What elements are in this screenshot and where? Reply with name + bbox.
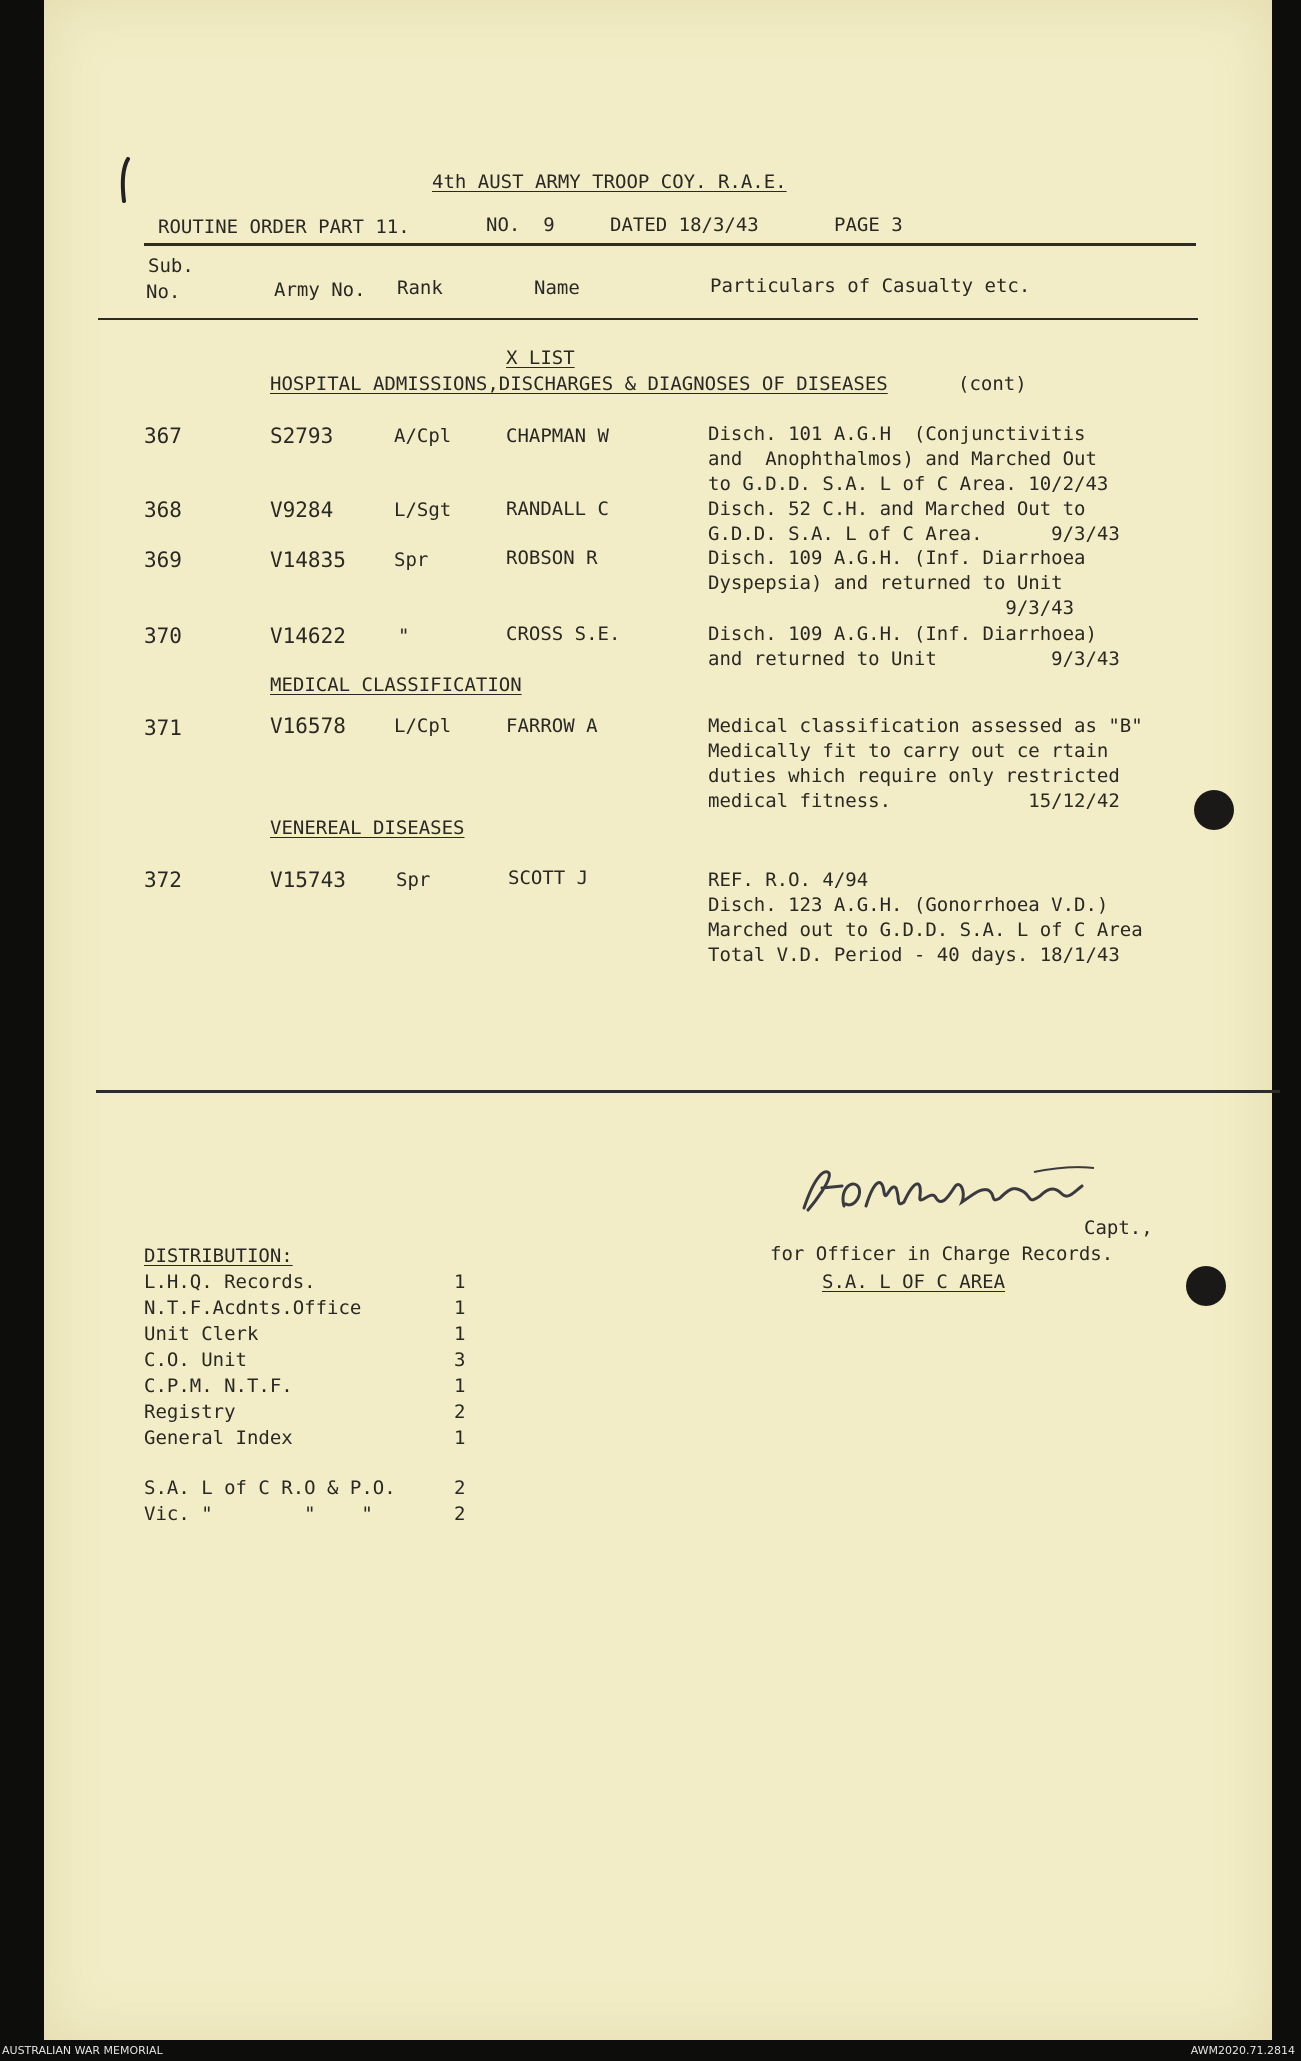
distribution-item: N.T.F.Acdnts.Office: [144, 1297, 362, 1319]
distribution-qty: 3: [454, 1349, 466, 1371]
distribution-qty: 2: [454, 1477, 466, 1499]
entry-sub-no: 368: [144, 498, 182, 522]
entry-sub-no: 371: [144, 716, 182, 740]
section-cont-label: (cont): [958, 373, 1027, 395]
entry-name: ROBSON R: [506, 547, 598, 569]
entry-sub-no: 370: [144, 624, 182, 648]
entry-army-no: V9284: [270, 498, 334, 522]
entry-army-no: V16578: [270, 714, 346, 738]
col-rank: Rank: [397, 277, 443, 299]
entry-particulars-line: Medically fit to carry out ce rtain: [708, 740, 1109, 762]
entry-rank: Spr: [396, 869, 431, 891]
order-date: DATED 18/3/43: [610, 214, 759, 236]
distribution-item: Registry: [144, 1401, 236, 1423]
section-end-rule: [96, 1090, 1280, 1093]
col-sub-top: Sub.: [148, 255, 194, 277]
entry-name: FARROW A: [506, 715, 598, 737]
distribution-item: Vic. " " ": [144, 1503, 373, 1525]
header-rule: [144, 243, 1196, 246]
entry-army-no: V14835: [270, 548, 346, 572]
footer-left-label: AUSTRALIAN WAR MEMORIAL: [2, 2044, 163, 2057]
entry-particulars-line: Disch. 52 C.H. and Marched Out to: [708, 498, 1086, 520]
distribution-item: L.H.Q. Records.: [144, 1271, 316, 1293]
entry-name: RANDALL C: [506, 498, 609, 520]
entry-army-no: V14622: [270, 624, 346, 648]
entry-particulars-line: duties which require only restricted: [708, 765, 1120, 787]
distribution-item: C.P.M. N.T.F.: [144, 1375, 293, 1397]
distribution-item: General Index: [144, 1427, 293, 1449]
signatory-for-line: for Officer in Charge Records.: [770, 1243, 1114, 1265]
section-medical-classification: MEDICAL CLASSIFICATION: [270, 674, 522, 696]
entry-rank: ": [398, 625, 410, 647]
entry-rank: A/Cpl: [394, 425, 452, 447]
distribution-qty: 1: [454, 1427, 466, 1449]
section-x-list-title: X LIST: [506, 347, 575, 369]
entry-rank: L/Sgt: [394, 499, 452, 521]
col-particulars: Particulars of Casualty etc.: [710, 275, 1031, 297]
distribution-qty: 1: [454, 1323, 466, 1345]
section-venereal-diseases: VENEREAL DISEASES: [270, 817, 465, 839]
punch-hole: [1194, 790, 1234, 830]
entry-sub-no: 367: [144, 424, 182, 448]
entry-particulars-line: Marched out to G.D.D. S.A. L of C Area: [708, 919, 1143, 941]
entry-particulars-line: Medical classification assessed as "B": [708, 715, 1143, 737]
entry-particulars-line: Total V.D. Period - 40 days. 18/1/43: [708, 944, 1120, 966]
entry-army-no: S2793: [270, 424, 334, 448]
distribution-qty: 2: [454, 1401, 466, 1423]
entry-particulars-line: to G.D.D. S.A. L of C Area. 10/2/43: [708, 473, 1109, 495]
entry-particulars-line: Disch. 109 A.G.H. (Inf. Diarrhoea): [708, 623, 1097, 645]
entry-particulars-line: Dyspepsia) and returned to Unit: [708, 572, 1063, 594]
distribution-item: Unit Clerk: [144, 1323, 259, 1345]
col-sub-bottom: No.: [146, 281, 181, 303]
entry-particulars-line: Disch. 123 A.G.H. (Gonorrhoea V.D.): [708, 894, 1109, 916]
entry-particulars-line: and Anophthalmos) and Marched Out: [708, 448, 1097, 470]
distribution-title: DISTRIBUTION:: [144, 1245, 293, 1267]
order-number: NO. 9: [486, 214, 555, 236]
entry-particulars-line: Disch. 109 A.G.H. (Inf. Diarrhoea: [708, 547, 1086, 569]
entry-name: SCOTT J: [508, 867, 589, 889]
distribution-qty: 1: [454, 1271, 466, 1293]
punch-hole: [1186, 1266, 1226, 1306]
entry-particulars-line: REF. R.O. 4/94: [708, 869, 869, 891]
entry-name: CHAPMAN W: [506, 425, 609, 447]
signatory-area: S.A. L OF C AREA: [822, 1271, 1006, 1293]
col-army-no: Army No.: [274, 279, 366, 301]
routine-order-label: ROUTINE ORDER PART 11.: [158, 216, 410, 238]
entry-particulars-line: 9/3/43: [708, 597, 1075, 619]
archive-footer: [0, 2040, 1301, 2061]
entry-name: CROSS S.E.: [506, 623, 621, 645]
signatory-rank: Capt.,: [1084, 1217, 1153, 1239]
col-name: Name: [534, 277, 580, 299]
entry-particulars-line: Disch. 101 A.G.H (Conjunctivitis: [708, 423, 1086, 445]
distribution-item: C.O. Unit: [144, 1349, 247, 1371]
entry-army-no: V15743: [270, 868, 346, 892]
entry-particulars-line: and returned to Unit 9/3/43: [708, 648, 1120, 670]
document-title: 4th AUST ARMY TROOP COY. R.A.E.: [432, 171, 787, 193]
distribution-qty: 1: [454, 1375, 466, 1397]
footer-right-label: AWM2020.71.2814: [1190, 2044, 1295, 2057]
column-header-rule: [98, 318, 1198, 320]
page-number: PAGE 3: [834, 214, 903, 236]
entry-rank: Spr: [394, 549, 429, 571]
entry-rank: L/Cpl: [394, 715, 452, 737]
stray-ink-mark: [116, 155, 136, 205]
distribution-qty: 2: [454, 1503, 466, 1525]
handwritten-signature: [784, 1158, 1134, 1228]
entry-sub-no: 369: [144, 548, 182, 572]
entry-particulars-line: medical fitness. 15/12/42: [708, 790, 1120, 812]
entry-sub-no: 372: [144, 868, 182, 892]
section-hospital-subtitle: HOSPITAL ADMISSIONS,DISCHARGES & DIAGNOSES OF DISEASES: [270, 373, 888, 395]
document-page: [44, 0, 1272, 2040]
entry-particulars-line: G.D.D. S.A. L of C Area. 9/3/43: [708, 523, 1120, 545]
distribution-qty: 1: [454, 1297, 466, 1319]
distribution-item: S.A. L of C R.O & P.O.: [144, 1477, 396, 1499]
